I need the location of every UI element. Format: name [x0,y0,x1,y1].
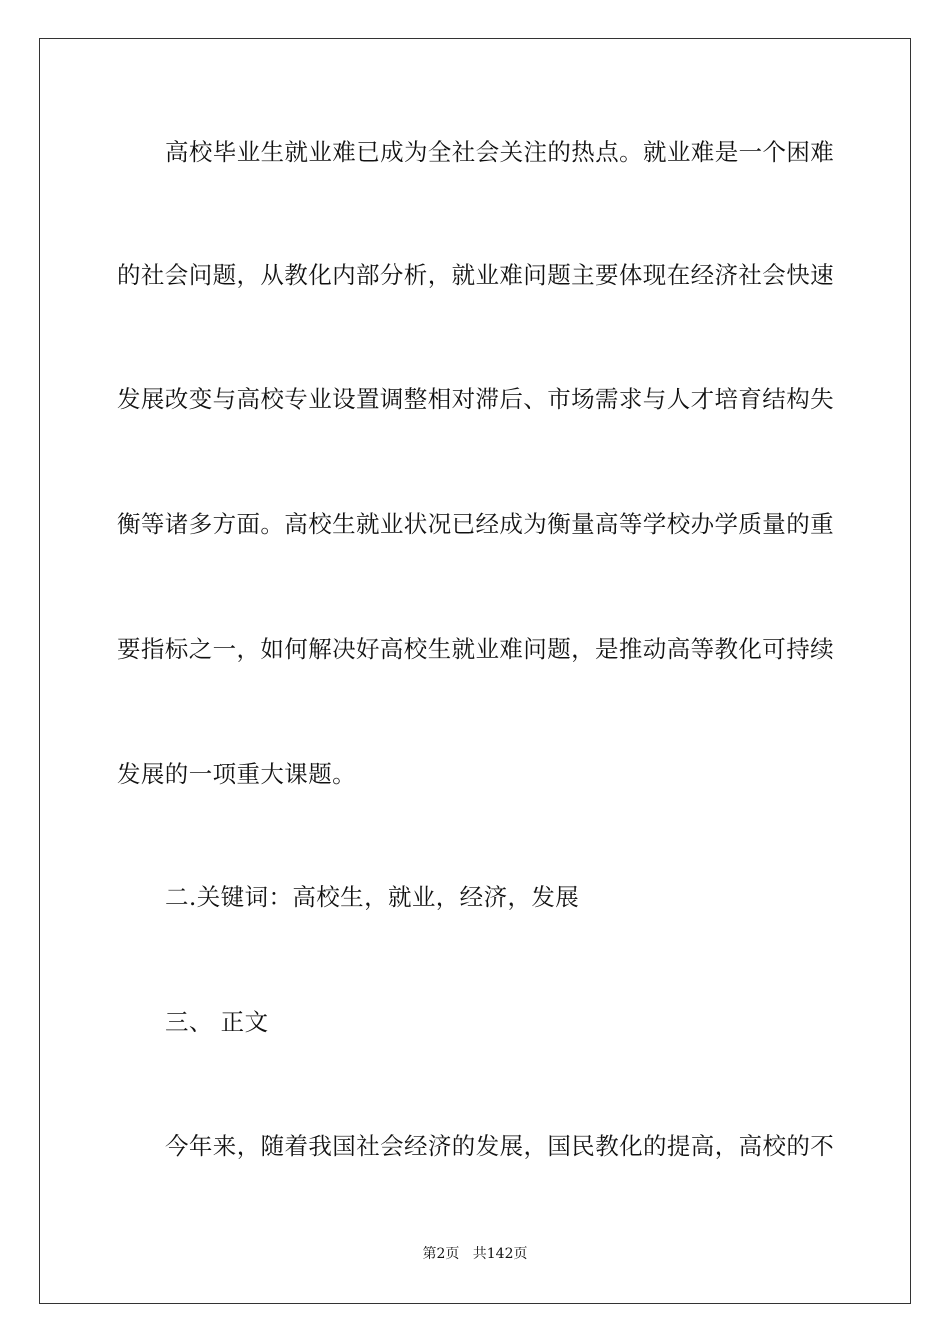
page-border [39,38,911,1304]
paragraph-line-5: 要指标之一，如何解决好高校生就业难问题，是推动高等教化可持续 [117,635,834,663]
paragraph-line-7: 今年来，随着我国社会经济的发展，国民教化的提高，高校的不 [165,1132,835,1160]
paragraph-line-4: 衡等诸多方面。高校生就业状况已经成为衡量高等学校办学质量的重 [117,510,834,538]
paragraph-line-2: 的社会问题，从教化内部分析，就业难问题主要体现在经济社会快速 [117,261,834,289]
section-heading-main-text: 三、 正文 [165,1008,269,1036]
keywords-heading: 二.关键词：高校生，就业，经济，发展 [165,883,580,911]
paragraph-line-1: 高校毕业生就业难已成为全社会关注的热点。就业难是一个困难 [165,138,835,166]
paragraph-line-6: 发展的一项重大课题。 [117,760,356,788]
paragraph-line-3: 发展改变与高校专业设置调整相对滞后、市场需求与人才培育结构失 [117,385,834,413]
page-number-footer: 第2页 共142页 [422,1246,528,1262]
